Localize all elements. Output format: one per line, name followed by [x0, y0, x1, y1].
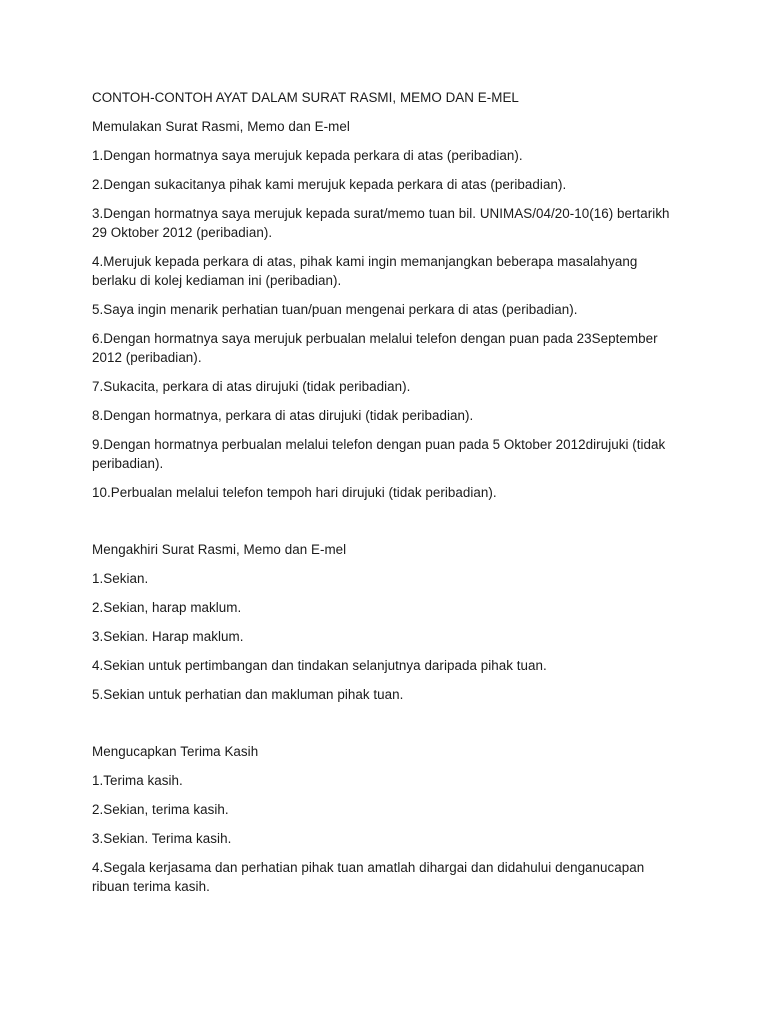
section-thanks: [92, 742, 682, 896]
list-item: 4.Sekian untuk pertimbangan dan tindakan selanjutnya daripada pihak tuan.: [92, 658, 547, 673]
list-item: 6.Dengan hormatnya saya merujuk perbualan melalui telefon dengan puan pada 23September 2012 (peribadian).: [92, 331, 658, 365]
document-body: [92, 88, 682, 906]
list-item: 1.Sekian.: [92, 571, 149, 586]
list-item: 3.Sekian. Harap maklum.: [92, 629, 244, 644]
document-title: CONTOH-CONTOH AYAT DALAM SURAT RASMI, MEMO DAN E-MEL: [92, 90, 519, 105]
section-heading: Mengakhiri Surat Rasmi, Memo dan E-mel: [92, 542, 347, 557]
list-item: 5.Saya ingin menarik perhatian tuan/puan mengenai perkara di atas (peribadian).: [92, 302, 578, 317]
section-spacer: [92, 512, 682, 540]
list-item: 3.Sekian. Terima kasih.: [92, 831, 232, 846]
list-item: 1.Dengan hormatnya saya merujuk kepada perkara di atas (peribadian).: [92, 148, 523, 163]
section-opening: [92, 117, 682, 502]
list-item: 2.Sekian, terima kasih.: [92, 802, 229, 817]
list-item: 5.Sekian untuk perhatian dan makluman pihak tuan.: [92, 687, 404, 702]
list-item: 4.Merujuk kepada perkara di atas, pihak kami ingin memanjangkan beberapa masalahyang berlaku di kolej kediaman ini (peribadian).: [92, 254, 638, 288]
list-item: 1.Terima kasih.: [92, 773, 183, 788]
list-item: 4.Segala kerjasama dan perhatian pihak tuan amatlah dihargai dan didahului denganucapan ribuan terima kasih.: [92, 860, 645, 894]
section-heading: Mengucapkan Terima Kasih: [92, 744, 259, 759]
list-item: 10.Perbualan melalui telefon tempoh hari dirujuki (tidak peribadian).: [92, 485, 497, 500]
section-spacer: [92, 714, 682, 742]
list-item: 2.Sekian, harap maklum.: [92, 600, 242, 615]
list-item: 8.Dengan hormatnya, perkara di atas dirujuki (tidak peribadian).: [92, 408, 474, 423]
list-item: 9.Dengan hormatnya perbualan melalui telefon dengan puan pada 5 Oktober 2012dirujuki (tidak peribadian).: [92, 437, 666, 471]
list-item: 7.Sukacita, perkara di atas dirujuki (tidak peribadian).: [92, 379, 411, 394]
section-closing: [92, 540, 682, 704]
section-heading: Memulakan Surat Rasmi, Memo dan E-mel: [92, 119, 350, 134]
list-item: 3.Dengan hormatnya saya merujuk kepada surat/memo tuan bil. UNIMAS/04/20-10(16) bertarikh 29 Oktober 2012 (peribadian).: [92, 206, 670, 240]
list-item: 2.Dengan sukacitanya pihak kami merujuk kepada perkara di atas (peribadian).: [92, 177, 567, 192]
